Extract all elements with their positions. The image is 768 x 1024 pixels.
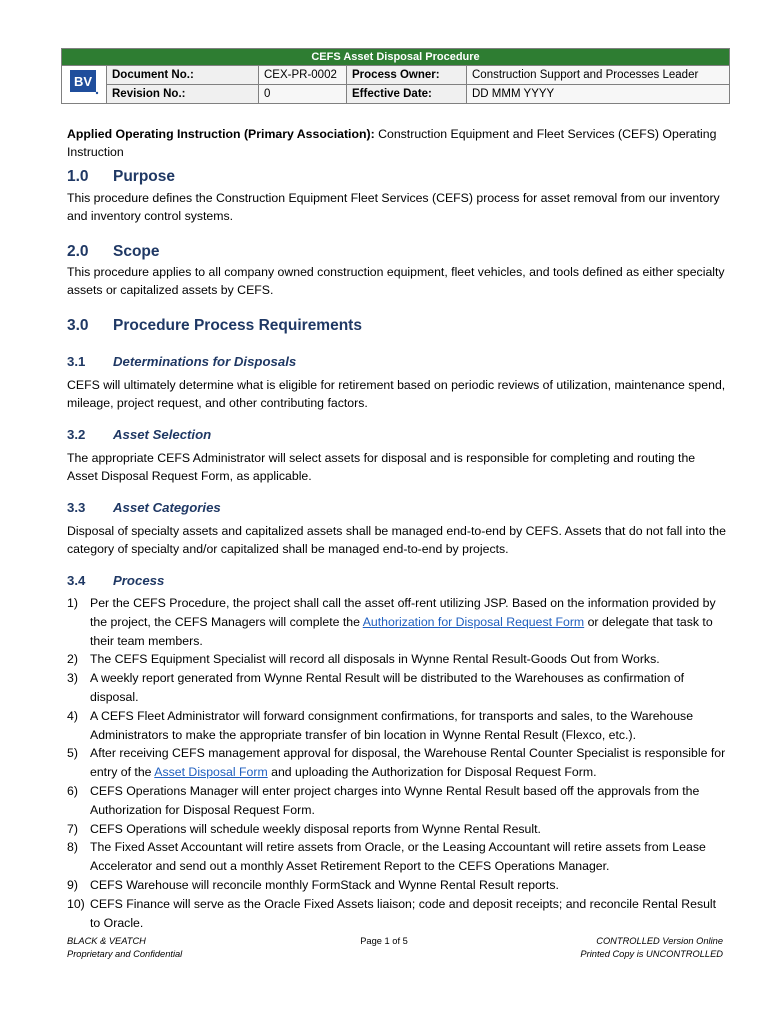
effective-date-label: Effective Date:	[347, 85, 467, 104]
asset-selection-text: The appropriate CEFS Administrator will select assets for disposal and is responsible for completing and routing the Asset Disposal Request Form, as applicable.	[67, 451, 696, 484]
process-step: 10) CEFS Finance will serve as the Oracle Fixed Assets liaison; code and deposit receipts; and reconcile Rental Result to Oracle.	[67, 896, 717, 930]
process-steps-list	[67, 594, 727, 932]
subsection-number: 3.2	[67, 427, 86, 442]
asset-categories-text: Disposal of specialty assets and capitalized assets shall be managed end-to-end by CEFS. Assets that do not fall into the category of specialty and/or capitalized shall be managed end-to-end by projects.	[67, 524, 726, 557]
subsection-number: 3.4	[67, 573, 86, 588]
revision-no-value: 0	[259, 85, 347, 104]
section-number: 2.0	[67, 243, 89, 260]
document-title: CEFS Asset Disposal Procedure	[62, 49, 730, 66]
section-procedure-heading	[67, 317, 362, 335]
process-step: 5) After receiving CEFS management approval for disposal, the Warehouse Rental Counter Specialist is responsible for entry of the Asset Disposal Form and uploading the Authorization for Disposal Request Form.	[67, 746, 726, 780]
effective-date-value: DD MMM YYYY	[467, 85, 730, 104]
footer-company: BLACK & VEATCH	[67, 936, 146, 946]
section-purpose-heading	[67, 168, 175, 186]
process-step: 9) CEFS Warehouse will reconcile monthly FormStack and Wynne Rental Result reports.	[67, 877, 559, 892]
section-number: 3.0	[67, 317, 89, 334]
footer-right	[580, 935, 723, 961]
footer-confidential: Proprietary and Confidential	[67, 949, 183, 959]
subsection-title: Asset Categories	[113, 500, 221, 515]
subsection-title: Determinations for Disposals	[113, 354, 297, 369]
authorization-disposal-form-link[interactable]: Authorization for Disposal Request Form	[362, 614, 585, 629]
section-number: 1.0	[67, 168, 89, 185]
document-no-value: CEX-PR-0002	[259, 66, 347, 85]
document-no-label: Document No.:	[107, 66, 259, 85]
section-scope-heading	[67, 243, 160, 261]
subsection-title: Asset Selection	[113, 427, 212, 442]
company-logo	[62, 66, 107, 104]
footer-left	[67, 935, 182, 961]
process-step: 1) Per the CEFS Procedure, the project shall call the asset off-rent utilizing JSP. Based on the information provided by the project, the CEFS Managers will complete the Authorization for Disposal Request Form or delegate that task to their team members.	[67, 596, 716, 648]
process-owner-label: Process Owner:	[347, 66, 467, 85]
bv-logo-icon	[69, 69, 99, 95]
asset-disposal-form-link[interactable]: Asset Disposal Form	[154, 765, 268, 780]
subsection-asset-categories-heading	[67, 500, 221, 515]
process-step: 4) A CEFS Fleet Administrator will forward consignment confirmations, for transports and sales, to the Warehouse Administrators to make the appropriate transfer of bin location in Wynne Rental Result (Flexco, etc.).	[67, 708, 694, 742]
subsection-asset-selection-heading	[67, 427, 211, 442]
document-header-table	[61, 48, 730, 104]
subsection-determinations-heading	[67, 354, 296, 369]
process-step: 3) A weekly report generated from Wynne Rental Result will be distributed to the Warehouses as confirmation of disposal.	[67, 671, 685, 704]
subsection-number: 3.3	[67, 500, 86, 515]
section-title: Procedure Process Requirements	[113, 317, 362, 334]
footer-page-number: Page 1 of 5	[360, 936, 408, 946]
applied-operating-instruction	[67, 125, 727, 161]
process-step: 6) CEFS Operations Manager will enter project charges into Wynne Rental Result based off the approvals from the Authorization for Disposal Request Form.	[67, 783, 700, 817]
svg-text:BV: BV	[73, 73, 93, 89]
process-step: 8) The Fixed Asset Accountant will retire assets from Oracle, or the Leasing Accountant will retire assets from Lease Accelerator and send out a monthly Asset Retirement Report to the CEFS Operations Manager.	[67, 840, 706, 874]
process-step: 7) CEFS Operations will schedule weekly disposal reports from Wynne Rental Result.	[67, 821, 541, 836]
scope-text: This procedure applies to all company owned construction equipment, fleet vehicles, and tools defined as either specialty assets or capitalized assets by CEFS.	[67, 265, 725, 298]
purpose-text: This procedure defines the Construction Equipment Fleet Services (CEFS) process for asset removal from our inventory and inventory control systems.	[67, 191, 720, 224]
applied-label: Applied Operating Instruction (Primary Association):	[67, 127, 375, 141]
subsection-number: 3.1	[67, 354, 86, 369]
subsection-title: Process	[113, 573, 165, 588]
footer-controlled: CONTROLLED Version Online	[596, 936, 723, 946]
subsection-process-heading	[67, 573, 164, 588]
section-title: Purpose	[113, 168, 176, 185]
revision-no-label: Revision No.:	[107, 85, 259, 104]
process-owner-value: Construction Support and Processes Leader	[467, 66, 730, 85]
section-title: Scope	[113, 243, 160, 260]
determinations-text: CEFS will ultimately determine what is eligible for retirement based on periodic reviews of utilization, maintenance spend, mileage, project request, and other contributing factors.	[67, 378, 726, 411]
footer-uncontrolled: Printed Copy is UNCONTROLLED	[580, 949, 723, 959]
process-step: 2) The CEFS Equipment Specialist will record all disposals in Wynne Rental Result-Goods Out from Works.	[67, 652, 660, 667]
applied-text: Construction Equipment and Fleet Services (CEFS) Operating Instruction	[67, 127, 717, 160]
